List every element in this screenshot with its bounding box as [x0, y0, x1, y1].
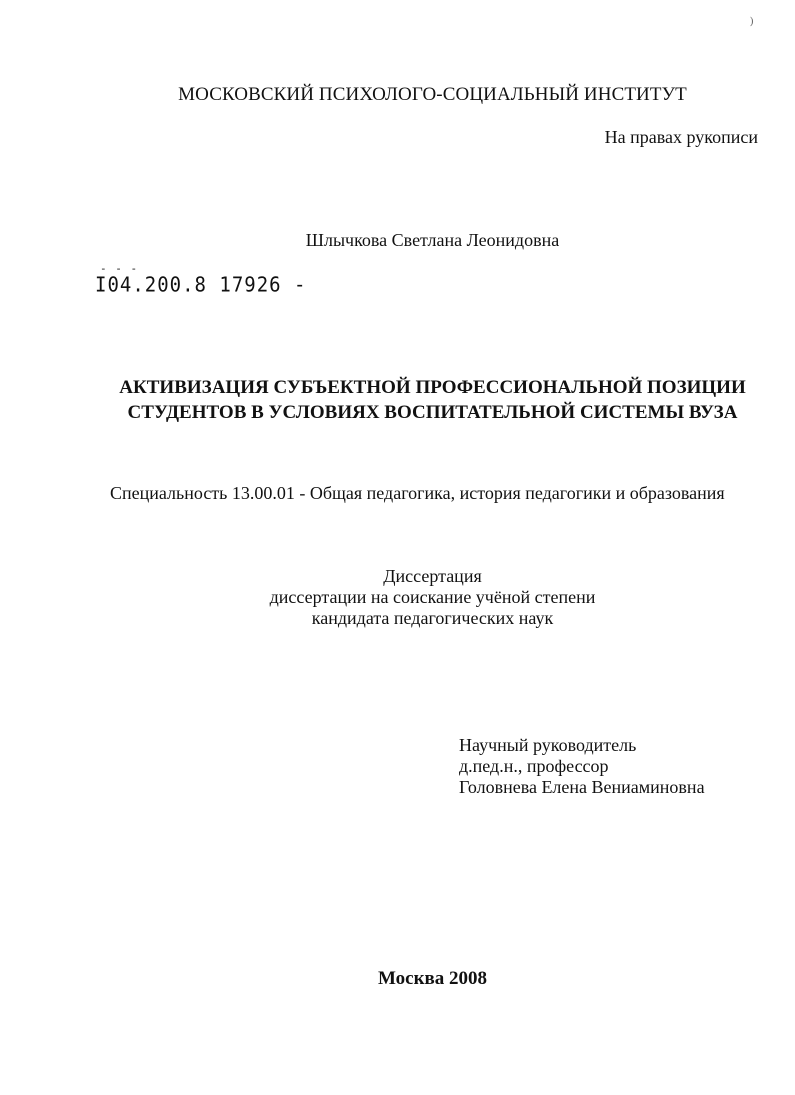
institute-name: МОСКОВСКИЙ ПСИХОЛОГО-СОЦИАЛЬНЫЙ ИНСТИТУТ	[178, 84, 687, 105]
title-line-2: СТУДЕНТОВ В УСЛОВИЯХ ВОСПИТАТЕЛЬНОЙ СИСТЕМЫ ВУЗА	[127, 402, 738, 423]
advisor-role: Научный руководитель	[459, 735, 637, 755]
degree-purpose: диссертации на соискание учёной степени	[269, 587, 596, 607]
specialty-line: Специальность 13.00.01 - Общая педагогика, история педагогики и образования	[110, 483, 725, 503]
advisor-name: Головнева Елена Вениаминовна	[459, 777, 705, 797]
stamp-ticks: - - -	[100, 262, 139, 275]
dissertation-block	[0, 566, 795, 629]
author-name: Шлычкова Светлана Леонидовна	[305, 230, 560, 250]
city-year: Москва 2008	[377, 968, 488, 989]
corner-mark: )	[750, 16, 754, 27]
advisor-block	[459, 735, 705, 798]
degree-name: кандидата педагогических наук	[311, 608, 554, 628]
title-line-1: АКТИВИЗАЦИЯ СУБЪЕКТНОЙ ПРОФЕССИОНАЛЬНОЙ ПОЗИЦИИ	[119, 377, 746, 398]
rights-note: На правах рукописи	[604, 127, 758, 147]
library-stamp-number: I04.200.8 17926 -	[95, 273, 307, 297]
dissertation-title	[0, 375, 795, 425]
advisor-degree: д.пед.н., профессор	[459, 756, 609, 776]
dissertation-label: Диссертация	[383, 566, 482, 586]
